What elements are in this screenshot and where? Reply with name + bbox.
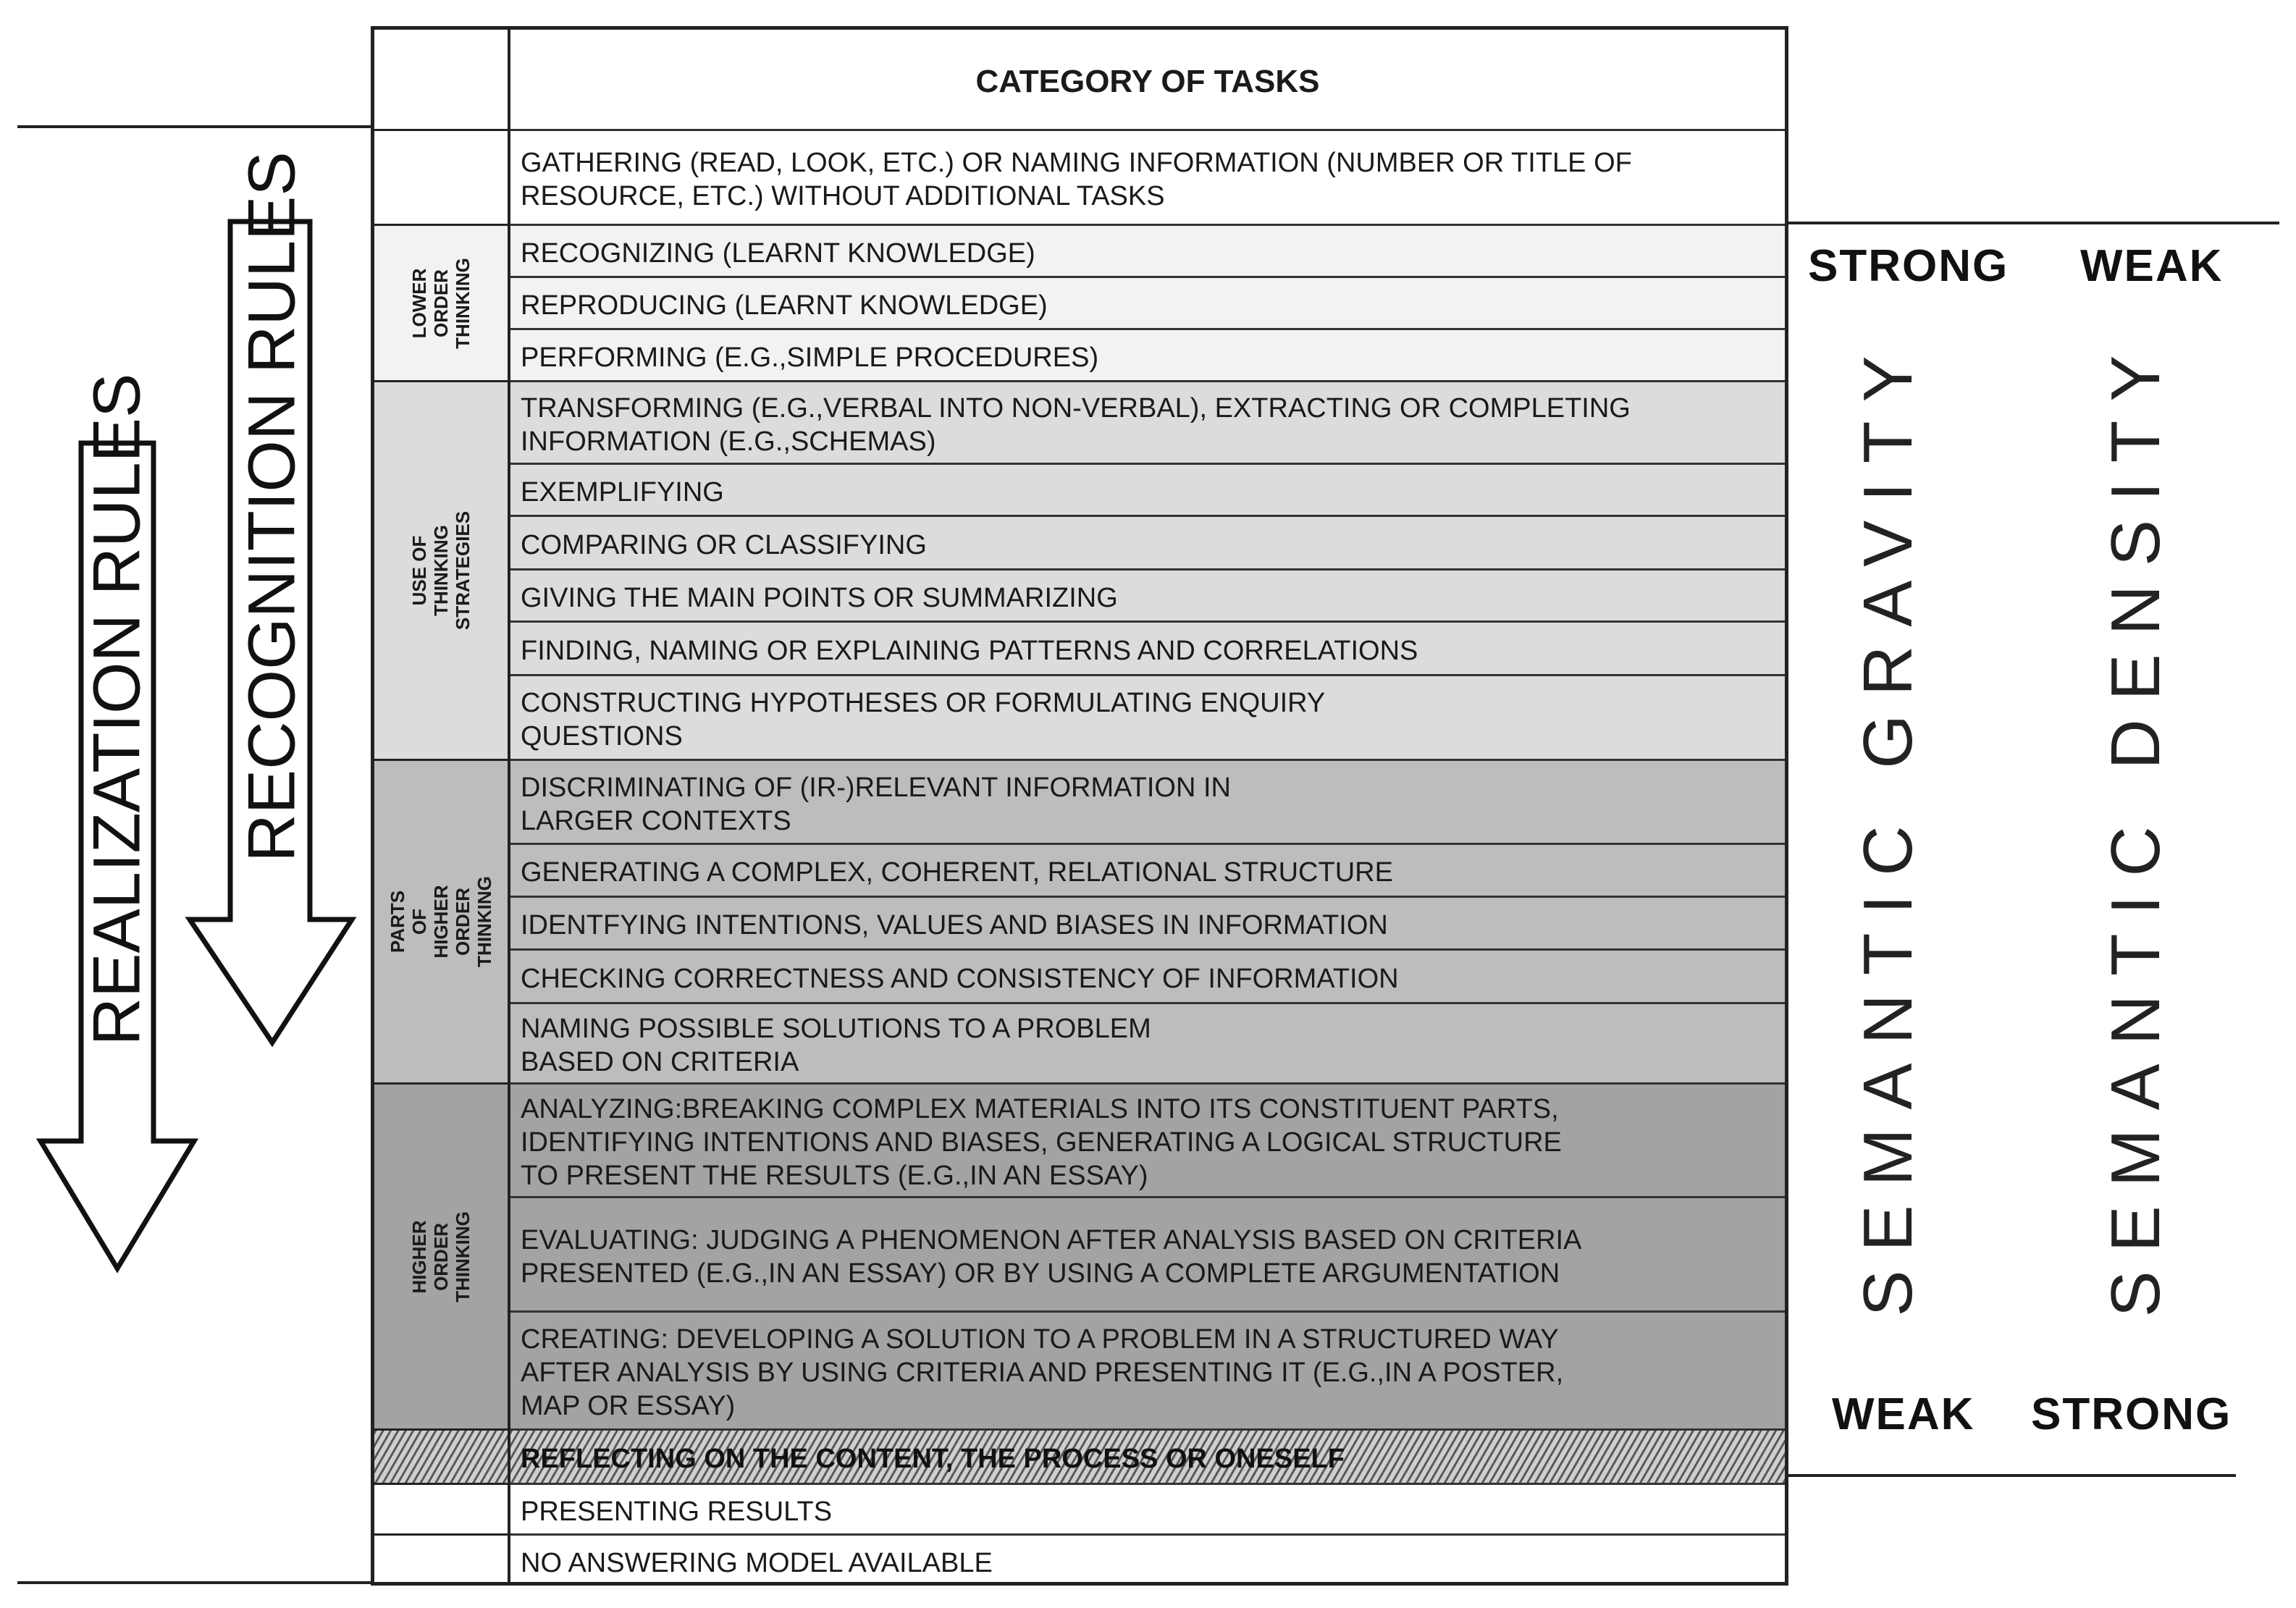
task-row (510, 1085, 1785, 1198)
task-text: NO ANSWERING MODEL AVAILABLE (521, 1548, 993, 1578)
task-row (510, 676, 1785, 761)
task-row (510, 898, 1785, 951)
header-title: CATEGORY OF TASKS (975, 63, 1320, 99)
header-row (510, 30, 1785, 131)
task-row (510, 1431, 1785, 1485)
task-row (510, 623, 1785, 676)
task-text: GENERATING A COMPLEX, COHERENT, RELATIONAL STRUCTURE (521, 857, 1393, 888)
task-text: ANALYZING:BREAKING COMPLEX MATERIALS INTO ITS CONSTITUENT PARTS, IDENTIFYING INTENTIONS AND BIASES, GENERATING A LOGICAL STRUCTURE TO PRESENT THE RESULTS (E.G.,IN AN ESSAY) (521, 1094, 1562, 1191)
task-text: FINDING, NAMING OR EXPLAINING PATTERNS AND CORRELATIONS (521, 635, 1418, 666)
top-left-strong-label: STRONG (1808, 241, 2009, 291)
task-text: CREATING: DEVELOPING A SOLUTION TO A PROBLEM IN A STRUCTURED WAY AFTER ANALYSIS BY USING CRITERIA AND PRESENTING IT (E.G.,IN A POSTER, MAP OR ESSAY) (521, 1324, 1564, 1421)
band-label-use-of-thinking-strategies: USE OF THINKING STRATEGIES (408, 510, 474, 631)
band-parts-of-higher-order-thinking (374, 761, 508, 1085)
task-text: EVALUATING: JUDGING A PHENOMENON AFTER ANALYSIS BASED ON CRITERIA PRESENTED (E.G.,IN AN ESSAY) OR BY USING A COMPLETE ARGUMENTATION (521, 1224, 1582, 1289)
task-row (510, 1198, 1785, 1313)
column-divider (508, 30, 510, 1582)
task-row (510, 278, 1785, 330)
task-text: IDENTFYING INTENTIONS, VALUES AND BIASES IN INFORMATION (521, 910, 1388, 940)
task-text: GATHERING (READ, LOOK, ETC.) OR NAMING INFORMATION (NUMBER OR TITLE OF RESOURCE, ETC.) WITHOUT ADDITIONAL TASKS (521, 148, 1632, 211)
task-row (510, 1313, 1785, 1431)
top-right-weak-label: WEAK (2080, 241, 2224, 291)
realization-rules-label: REALIZATION RULES (80, 373, 154, 1046)
task-row (510, 465, 1785, 517)
bottom-left-weak-label: WEAK (1832, 1389, 1975, 1439)
task-row (510, 571, 1785, 623)
band-blank-header (374, 30, 508, 131)
task-text: DISCRIMINATING OF (IR-)RELEVANT INFORMATION IN LARGER CONTEXTS (521, 772, 1231, 836)
right-top-rule (1787, 222, 2279, 224)
task-text: CONSTRUCTING HYPOTHESES OR FORMULATING ENQUIRY QUESTIONS (521, 688, 1326, 752)
band-blank-presenting (374, 1485, 508, 1536)
semantic-density-label: SEMANTIC DENSITY (2097, 336, 2174, 1318)
band-label-lower-order-thinking: LOWER ORDER THINKING (408, 257, 474, 349)
task-text: CHECKING CORRECTNESS AND CONSISTENCY OF INFORMATION (521, 963, 1399, 994)
task-text: NAMING POSSIBLE SOLUTIONS TO A PROBLEM BASED ON CRITERIA (521, 1014, 1151, 1077)
bottom-right-strong-label: STRONG (2031, 1389, 2232, 1439)
band-higher-order-thinking (374, 1085, 508, 1431)
task-text: RECOGNIZING (LEARNT KNOWLEDGE) (521, 237, 1035, 269)
task-row (510, 1004, 1785, 1085)
task-text: PERFORMING (E.G.,SIMPLE PROCEDURES) (521, 342, 1099, 373)
task-text: REFLECTING ON THE CONTENT, THE PROCESS OR ONESELF (521, 1444, 1345, 1474)
top-left-rule (17, 125, 372, 128)
semantic-gravity-label: SEMANTIC GRAVITY (1849, 337, 1927, 1317)
task-row (510, 1536, 1785, 1586)
band-blank-gathering (374, 131, 508, 226)
task-category-table (371, 26, 1788, 1586)
task-row (510, 330, 1785, 382)
task-row (510, 517, 1785, 571)
recognition-rules-label: RECOGNITION RULES (235, 151, 309, 862)
task-row (510, 845, 1785, 898)
task-row (510, 1485, 1785, 1536)
task-text: EXEMPLIFYING (521, 476, 724, 508)
bottom-left-rule (17, 1581, 372, 1584)
band-label-parts-of-higher-order-thinking: PARTS OF HIGHER ORDER THINKING (387, 876, 495, 967)
right-bottom-rule (1787, 1474, 2236, 1477)
task-row (510, 951, 1785, 1004)
task-text: COMPARING OR CLASSIFYING (521, 529, 927, 560)
task-row (510, 131, 1785, 226)
task-row (510, 761, 1785, 845)
band-blank-no-model (374, 1536, 508, 1586)
task-text: REPRODUCING (LEARNT KNOWLEDGE) (521, 290, 1048, 321)
task-row (510, 226, 1785, 278)
task-text: PRESENTING RESULTS (521, 1496, 833, 1527)
task-text: GIVING THE MAIN POINTS OR SUMMARIZING (521, 582, 1118, 613)
band-lower-order-thinking (374, 226, 508, 382)
band-reflecting-hatch (374, 1431, 508, 1485)
band-use-of-thinking-strategies (374, 382, 508, 761)
band-label-higher-order-thinking: HIGHER ORDER THINKING (408, 1211, 474, 1302)
task-text: TRANSFORMING (E.G.,VERBAL INTO NON-VERBAL), EXTRACTING OR COMPLETING INFORMATION (E.G.,SCHEMAS) (521, 392, 1631, 457)
task-row (510, 382, 1785, 465)
